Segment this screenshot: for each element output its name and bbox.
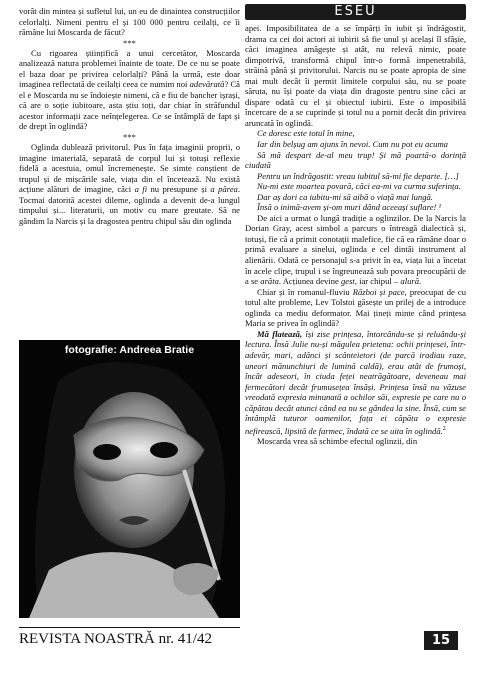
footnote-marker: 2 — [442, 425, 446, 432]
poem-line: Însă o inimă-avem și-om muri dând aceeași suflare! ¹ — [257, 202, 442, 213]
poem-line: Nu-mi este moartea povară, căci ea-mi va curma suferința. — [257, 181, 461, 192]
poem-line: Să mă despart de-al meu trup! Și mă poartă-o dorință ciudată — [245, 149, 466, 171]
right-column — [245, 4, 466, 447]
paragraph: Oglinda dublează privitorul. Pus în fața imaginii proprii, o imagine imaterială, separată de corpul lui și totuși reflexie fidelă a acestuia, omul încremenește. Se simte conștient de trupul și de mișcările sale, viața din el încetează. Nu există acțiune alături de imagine, căci a fi nu presupune și a părea. Tocmai datorită acestei dileme, oglinda a devenit de-a lungul timpului și... literaturii, un motiv cu mare greutate. Să ne gândim la Narcis și la dragostea pentru chipul său din oglinda — [19, 142, 240, 226]
paragraph: vorât din mintea și sufletul lui, un eu de dinaintea construcțiilor celorlalți. Nimeni pentru el și 100 000 pentru ceilalți, ce îi rămâne lui Moscarda de făcut? — [19, 6, 240, 38]
poem-line: Pentru un îndrăgostit: vreau iubitul să-mi fie departe. […] — [257, 170, 459, 181]
section-separator: *** — [123, 37, 136, 48]
paragraph: apei. Imposibilitatea de a se împărți în iubit și îndrăgostit, drama ca cei doi actori ai iubirii să fie unul și același îl sfâșie, căci imaginea amăgește și atât, nu relevă nimic, poate dimpotrivă, transformă chipul într-o formă impenetrabilă, străină până și privitorului. Narcis nu se poate apropia de sine mai mult decât îi permit limitele corpului său, nu se poate săruta, nu își poate da viața din dragoste pentru sine căci ar dispare odată cu el și obiectul iubirii. Este o imposibilă încercare de a se cuprinde și totul nu a pornit decât din privirea aruncată în oglindă. — [245, 23, 466, 128]
paragraph: Chiar și în romanul-fluviu Război și pace, preocupat de cu totul alte probleme, Lev Tolstoi găsește un prilej de a introduce oglinda ca mediu deformator. Mai țineți minte când prințesa Maria se privea în oglindă? — [245, 286, 466, 329]
quote-paragraph: Mă flatează, își zise prințesa, întorcându-se și reluându-și lectura. Însă Julie nu-și măgulea prietena: ochii prințesei, într-adevăr, mari, adânci și scânteietori (de parcă iradiau raze, uneori mănunchiuri de lumină caldă), erau atât de frumoși, încât adeseori, în ciuda feței neatrăgătoare, deveneau mai fermecători decât frumusețea însăși. Prințesa însă nu văzuse vreodată expresia minunată a ochilor săi, expresie pe care nu o căpătau decât atunci când ea nu se gândea la sine. Însă, cum se întâmplă tuturor oamenilor, fața ei căpăta o expresie nefirească, lipsită de farmec, îndată ce se uita în oglindă.$^2$ — [245, 328, 467, 436]
poem-line: Dar aș dori ca iubitu-mi să aibă o viață mai lungă. — [257, 191, 433, 202]
magazine-footer: REVISTA NOASTRĂ nr. 41/42 — [19, 627, 240, 650]
page-number: 15 — [424, 631, 458, 650]
left-column — [19, 6, 240, 226]
paragraph: De aici a urmat o lungă tradiție a oglinzilor. De la Narcis la Dorian Gray, acest simbol a parcurs o întreagă dialectică și, totuși, fie că a primit conotații malefice, fie că ea rămâne doar o primă evaluare a sinelui, oglinda e cel dintâi instrument al alienării. Odată ce personajul s-a privit în ea, viața lui a încetat în acele clipe, trupul i se îngreunează sub povara preocupării de a se arăta. Acțiunea devine gest, iar chipul – alură. — [245, 212, 466, 287]
paragraph: Moscarda vrea să schimbe efectul oglinzii, din — [257, 436, 418, 447]
masked-woman-photo — [19, 340, 240, 618]
photo-illustration — [19, 340, 240, 618]
photo-caption: fotografie: Andreea Bratie — [64, 344, 195, 356]
poem-line: Iar din belșug am ajuns în nevoi. Cum nu pot eu acuma — [257, 139, 448, 150]
paragraph: Cu rigoarea științifică a unui cercetător, Moscarda analizează natura problemei înainte de toate. De ce nu se poate el baza doar pe privirea celorlalți? Până la urmă, este doar imaginea reflectată de ceilalți ceea ce numim noi adevărată? Că el e Moscarda nu se îndoiește nimeni, că e fiu de bancher ișrași, că are o soție iubitoare, asta știu toți, dar chiar în străfundul acestor informații zace neînțelegerea. Ce se întâmplă de fapt și de drept în oglindă? — [19, 47, 240, 132]
section-separator: *** — [123, 132, 136, 143]
poem-line: Ce doresc este totul în mine, — [257, 128, 355, 139]
section-label: ESEU — [245, 4, 466, 20]
